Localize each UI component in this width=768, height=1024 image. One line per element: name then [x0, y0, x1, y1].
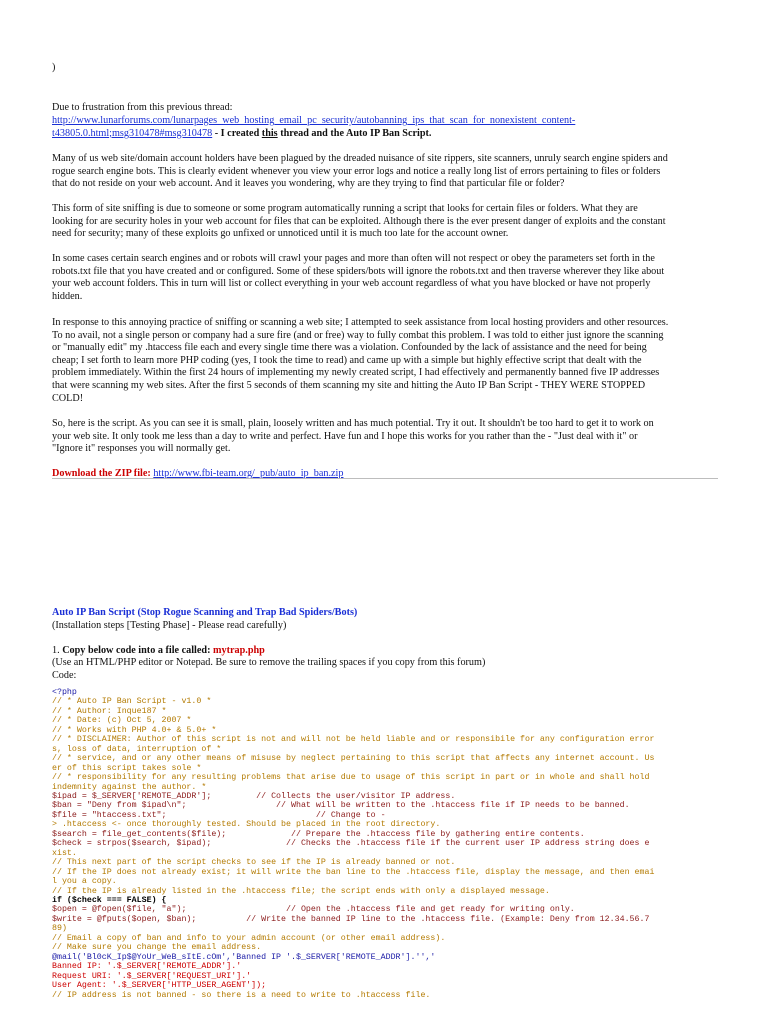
code-line: // * responsibility for any resulting problems that arise due to usage of this script in part or in whole and shall hold — [52, 773, 650, 783]
code-line: l you a copy. — [52, 877, 117, 887]
code-line: Request URI: '.$_SERVER['REQUEST_URI'].' — [52, 971, 252, 981]
code-line: $check = strpos($search, $ipad); // Checks the .htaccess file if the current user IP address string does e — [52, 839, 650, 849]
code-line: // * Auto IP Ban Script - v1.0 * — [52, 697, 212, 707]
code-label: Code: — [52, 670, 77, 681]
separator-line — [52, 478, 718, 479]
code-line: // * DISCLAIMER: Author of this script is not and will not be held liable and or responsibile for any configuration error — [52, 735, 655, 745]
previous-thread-link[interactable]: http://www.lunarforums.com/lunarpages_web_hosting_email_pc_security/autobanning_ips_that_scan_for_nonexistent_content- t43805.0.html;msg310478#msg310478 — [52, 115, 576, 139]
step-label: Copy below code into a file called: — [62, 645, 214, 656]
code-line: > .htaccess <- once thoroughly tested. Should be placed in the root directory. — [52, 820, 441, 830]
code-line: // If the IP does not already exist; it will write the ban line to the .htaccess file, display the message, and then emai — [52, 867, 655, 877]
intro-text: Due to frustration from this previous thread: — [52, 102, 233, 113]
code-line: indemnity against the author. * — [52, 782, 207, 792]
code-line: $file = "htaccess.txt"; // Change to - — [52, 810, 386, 820]
paragraph-5: So, here is the script. As you can see it is small, plain, loosely written and has much potential. Try it out. It shouldn't be too hard to get it to work on your web site. It only took me less than a day to write and perfect. Have fun and I hope this works for you rather than the - "Just deal with it" or "Ignore it" responses you will normally get. — [52, 418, 654, 455]
code-line: s, loss of data, interruption of * — [52, 744, 222, 754]
section-subtitle: (Installation steps [Testing Phase] - Please read carefully) — [52, 620, 287, 631]
this-link[interactable]: this — [261, 127, 278, 139]
code-line: $ipad = $_SERVER['REMOTE_ADDR']; // Collects the user/visitor IP address. — [52, 791, 456, 801]
download-zip-link[interactable]: http://www.fbi-team.org/_pub/auto_ip_ban.zip — [153, 468, 344, 479]
code-line: // If the IP is already listed in the .htaccess file; the script ends with only a displayed message. — [52, 886, 550, 896]
step-note: (Use an HTML/PHP editor or Notepad. Be sure to remove the trailing spaces if you copy from this forum) — [52, 657, 486, 668]
code-line: @mail('Bl0cK_Ip$@YoUr_WeB_sItE.cOm','Banned IP '.$_SERVER['REMOTE_ADDR'].'',' — [52, 952, 436, 962]
created-text-post: thread and the Auto IP Ban Script. — [277, 127, 432, 139]
created-text-pre: - I created — [212, 127, 262, 139]
step-number: 1. — [52, 645, 63, 656]
thread-link-block — [52, 115, 716, 140]
code-block[interactable] — [52, 688, 720, 1000]
code-line: // * Works with PHP 4.0+ & 5.0+ * — [52, 725, 217, 735]
code-line: 89) — [52, 924, 67, 934]
code-line: // * Date: (c) Oct 5, 2007 * — [52, 716, 192, 726]
code-line: $write = @fputs($open, $ban); // Write the banned IP line to the .htaccess file. (Example: Deny from 12.34.56.7 — [52, 914, 650, 924]
code-line: // IP address is not banned - so there is a need to write to .htaccess file. — [52, 990, 431, 1000]
code-line: $search = file_get_contents($file); // Prepare the .htaccess file by gathering entire contents. — [52, 829, 585, 839]
code-line: er of this script takes sole * — [52, 763, 202, 773]
code-line: if ($check === FALSE) { — [52, 895, 167, 905]
section-title: Auto IP Ban Script (Stop Rogue Scanning and Trap Bad Spiders/Bots) — [52, 607, 358, 618]
code-line: // * service, and or any other means of misuse by neglect pertaining to this script that affects any internet account. Us — [52, 754, 655, 764]
code-line: // * Author: Inque187 * — [52, 706, 167, 716]
step-1 — [52, 645, 716, 658]
code-line: // Email a copy of ban and info to your admin account (or other email address). — [52, 933, 446, 943]
paragraph-4: In response to this annoying practice of sniffing or scanning a web site; I attempted to seek assistance from local hosting providers and other resources. To no avail, not a single person or company had a sure fire (and or free) way to fully combat this problem. I was told to either just ignore the scanning or "manually edit" my .htaccess file each and every single time there was a violation. Confounded by the lack of assistance and the need for being cheap; I set forth to learn more PHP coding (yes, I took the time to read) and came up with a simple but highly effective script that dealt with the problem immediately. Within the first 24 hours of implementing my newly created script, I had effectively and permanently banned five IP addresses that were scanning my web sites. After the first 5 seconds of them scanning my site and hitting the Auto IP Ban Script - THEY WERE STOPPED COLD! — [52, 317, 669, 404]
paragraph-2: This form of site sniffing is due to someone or some program automatically running a script that looks for certain files or folders. What they are looking for are security holes in your web account for files that can be exploited. Although there is the ever present danger of exploits and the constant need for security; many of these exploits go unfixed or unnoticed until it is much too late for the account owner. — [52, 203, 666, 240]
paragraph-3: In some cases certain search engines and or robots will crawl your pages and more than often will not respect or obey the parameters set forth in the robots.txt file that you have created and or configured. Some of these spiders/bots will ignore the robots.txt and then traverse wherever they like about your web account folders. This in turn will list or collect everything in your web account regardless of what you have blocked or have not properly hidden. — [52, 253, 665, 302]
code-line: $ban = "Deny from $ipad\n"; // What will be written to the .htaccess file if IP needs to be banned. — [52, 801, 630, 811]
step-filename: mytrap.php — [213, 645, 265, 656]
code-line: User Agent: '.$_SERVER['HTTP_USER_AGENT']); — [52, 981, 267, 991]
code-line: <?php — [52, 688, 77, 697]
code-line: // Make sure you change the email address. — [52, 943, 262, 953]
top-mark: ) — [52, 62, 56, 73]
paragraph-1: Many of us web site/domain account holders have been plagued by the dreaded nuisance of site rippers, site scanners, unruly search engine spiders and rogue search engine bots. This is clearly evident whenever you view your error logs and notice a really long list of errors pertaining to files or folders that do not reside on your web account. And it leaves you wondering, why are they trying to find that particular file or folder? — [52, 153, 668, 190]
code-line: // This next part of the script checks to see if the IP is already banned or not. — [52, 858, 456, 868]
code-line: Banned IP: '.$_SERVER['REMOTE_ADDR'].' — [52, 962, 242, 972]
download-label: Download the ZIP file: — [52, 468, 151, 479]
code-line: xist. — [52, 848, 77, 858]
code-line: $open = @fopen($file, "a"); // Open the .htaccess file and get ready for writing only. — [52, 905, 575, 915]
